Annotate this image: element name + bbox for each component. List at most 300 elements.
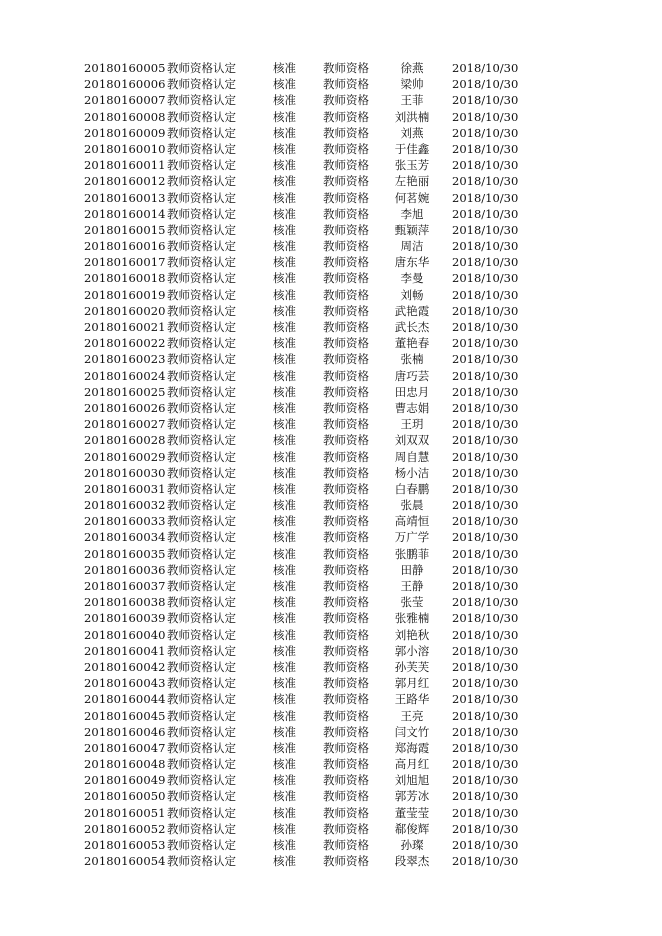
record-type-cell: 教师资格认定 xyxy=(167,303,236,318)
table-row xyxy=(0,772,662,788)
record-date-cell: 2018/10/30 xyxy=(452,158,519,173)
record-date-cell: 2018/10/30 xyxy=(452,530,519,545)
record-status-cell: 核准 xyxy=(273,125,296,140)
record-date-cell: 2018/10/30 xyxy=(452,708,519,723)
table-row xyxy=(0,335,662,351)
record-status-cell: 核准 xyxy=(273,481,296,496)
record-type-cell: 教师资格认定 xyxy=(167,125,236,140)
record-type-cell: 教师资格认定 xyxy=(167,449,236,464)
record-type-cell: 教师资格认定 xyxy=(167,239,236,254)
table-row xyxy=(0,368,662,384)
record-id-cell: 20180160010 xyxy=(84,141,166,156)
record-id-cell: 20180160006 xyxy=(84,77,166,92)
record-type-cell: 教师资格认定 xyxy=(167,805,236,820)
record-category-cell: 教师资格 xyxy=(323,854,369,869)
record-id-cell: 20180160040 xyxy=(84,627,166,642)
record-id-cell: 20180160005 xyxy=(84,61,166,75)
record-type-cell: 教师资格认定 xyxy=(167,676,236,691)
record-name-cell: 郭小溶 xyxy=(394,643,430,658)
record-id-cell: 20180160008 xyxy=(84,109,166,124)
record-id-cell: 20180160043 xyxy=(84,676,166,691)
record-category-cell: 教师资格 xyxy=(323,125,369,140)
table-row xyxy=(0,222,662,238)
table-row xyxy=(0,351,662,367)
record-id-cell: 20180160011 xyxy=(84,158,166,173)
record-status-cell: 核准 xyxy=(273,93,296,108)
record-date-cell: 2018/10/30 xyxy=(452,805,519,820)
record-type-cell: 教师资格认定 xyxy=(167,643,236,658)
record-category-cell: 教师资格 xyxy=(323,805,369,820)
record-date-cell: 2018/10/30 xyxy=(452,190,519,205)
record-category-cell: 教师资格 xyxy=(323,320,369,334)
record-type-cell: 教师资格认定 xyxy=(167,417,236,432)
record-category-cell: 教师资格 xyxy=(323,465,369,480)
record-type-cell: 教师资格认定 xyxy=(167,433,236,448)
record-name-cell: 董莹莹 xyxy=(394,805,430,820)
record-type-cell: 教师资格认定 xyxy=(167,287,236,302)
record-category-cell: 教师资格 xyxy=(323,579,369,593)
record-date-cell: 2018/10/30 xyxy=(452,465,519,480)
record-id-cell: 20180160035 xyxy=(84,546,166,561)
record-id-cell: 20180160013 xyxy=(84,190,166,205)
record-category-cell: 教师资格 xyxy=(323,433,369,448)
record-status-cell: 核准 xyxy=(273,595,296,610)
record-id-cell: 20180160027 xyxy=(84,417,166,432)
record-type-cell: 教师资格认定 xyxy=(167,141,236,156)
record-status-cell: 核准 xyxy=(273,303,296,318)
record-date-cell: 2018/10/30 xyxy=(452,336,519,351)
record-status-cell: 核准 xyxy=(273,465,296,480)
record-date-cell: 2018/10/30 xyxy=(452,481,519,496)
record-date-cell: 2018/10/30 xyxy=(452,838,519,852)
record-date-cell: 2018/10/30 xyxy=(452,579,519,593)
record-type-cell: 教师资格认定 xyxy=(167,740,236,755)
record-category-cell: 教师资格 xyxy=(323,239,369,254)
record-type-cell: 教师资格认定 xyxy=(167,579,236,593)
table-row xyxy=(0,141,662,157)
record-category-cell: 教师资格 xyxy=(323,708,369,723)
record-category-cell: 教师资格 xyxy=(323,449,369,464)
record-name-cell: 刘旭旭 xyxy=(394,773,430,788)
record-date-cell: 2018/10/30 xyxy=(452,449,519,464)
record-type-cell: 教师资格认定 xyxy=(167,61,236,75)
table-row xyxy=(0,853,662,869)
table-row xyxy=(0,513,662,529)
record-category-cell: 教师资格 xyxy=(323,611,369,626)
record-category-cell: 教师资格 xyxy=(323,595,369,610)
record-status-cell: 核准 xyxy=(273,206,296,221)
record-status-cell: 核准 xyxy=(273,417,296,432)
record-date-cell: 2018/10/30 xyxy=(452,287,519,302)
record-date-cell: 2018/10/30 xyxy=(452,141,519,156)
record-id-cell: 20180160014 xyxy=(84,206,166,221)
table-row xyxy=(0,400,662,416)
record-date-cell: 2018/10/30 xyxy=(452,692,519,707)
record-name-cell: 左艳丽 xyxy=(394,174,430,189)
table-row xyxy=(0,206,662,222)
record-status-cell: 核准 xyxy=(273,659,296,674)
record-date-cell: 2018/10/30 xyxy=(452,222,519,237)
record-status-cell: 核准 xyxy=(273,514,296,529)
record-id-cell: 20180160044 xyxy=(84,692,166,707)
record-name-cell: 刘洪楠 xyxy=(394,109,430,124)
table-row xyxy=(0,465,662,481)
record-id-cell: 20180160015 xyxy=(84,222,166,237)
record-status-cell: 核准 xyxy=(273,336,296,351)
record-status-cell: 核准 xyxy=(273,222,296,237)
records-table xyxy=(0,60,662,869)
record-id-cell: 20180160030 xyxy=(84,465,166,480)
record-status-cell: 核准 xyxy=(273,368,296,383)
record-type-cell: 教师资格认定 xyxy=(167,724,236,739)
record-id-cell: 20180160041 xyxy=(84,643,166,658)
record-category-cell: 教师资格 xyxy=(323,838,369,852)
record-date-cell: 2018/10/30 xyxy=(452,400,519,415)
table-row xyxy=(0,60,662,76)
record-status-cell: 核准 xyxy=(273,190,296,205)
record-id-cell: 20180160019 xyxy=(84,287,166,302)
table-row xyxy=(0,173,662,189)
record-name-cell: 杨小洁 xyxy=(394,465,430,480)
record-status-cell: 核准 xyxy=(273,271,296,286)
record-id-cell: 20180160045 xyxy=(84,708,166,723)
record-id-cell: 20180160017 xyxy=(84,255,166,270)
record-category-cell: 教师资格 xyxy=(323,643,369,658)
record-status-cell: 核准 xyxy=(273,449,296,464)
record-name-cell: 张鹏菲 xyxy=(394,546,430,561)
table-row xyxy=(0,691,662,707)
record-id-cell: 20180160046 xyxy=(84,724,166,739)
record-category-cell: 教师资格 xyxy=(323,417,369,432)
record-date-cell: 2018/10/30 xyxy=(452,854,519,869)
record-type-cell: 教师资格认定 xyxy=(167,854,236,869)
record-date-cell: 2018/10/30 xyxy=(452,255,519,270)
record-id-cell: 20180160032 xyxy=(84,498,166,513)
record-status-cell: 核准 xyxy=(273,805,296,820)
record-date-cell: 2018/10/30 xyxy=(452,271,519,286)
table-row xyxy=(0,270,662,286)
record-id-cell: 20180160016 xyxy=(84,239,166,254)
record-id-cell: 20180160007 xyxy=(84,93,166,108)
record-type-cell: 教师资格认定 xyxy=(167,77,236,92)
record-status-cell: 核准 xyxy=(273,708,296,723)
record-id-cell: 20180160052 xyxy=(84,821,166,836)
record-name-cell: 张楠 xyxy=(400,352,424,367)
record-name-cell: 武艳霞 xyxy=(394,303,430,318)
record-name-cell: 孙芙芙 xyxy=(394,659,430,674)
table-row xyxy=(0,287,662,303)
record-type-cell: 教师资格认定 xyxy=(167,190,236,205)
record-status-cell: 核准 xyxy=(273,174,296,189)
record-status-cell: 核准 xyxy=(273,352,296,367)
record-name-cell: 张玉芳 xyxy=(394,158,430,173)
record-type-cell: 教师资格认定 xyxy=(167,595,236,610)
record-date-cell: 2018/10/30 xyxy=(452,773,519,788)
record-status-cell: 核准 xyxy=(273,239,296,254)
record-category-cell: 教师资格 xyxy=(323,336,369,351)
record-category-cell: 教师资格 xyxy=(323,498,369,513)
record-date-cell: 2018/10/30 xyxy=(452,740,519,755)
record-id-cell: 20180160048 xyxy=(84,757,166,772)
table-row xyxy=(0,627,662,643)
record-id-cell: 20180160039 xyxy=(84,611,166,626)
table-row xyxy=(0,708,662,724)
record-type-cell: 教师资格认定 xyxy=(167,546,236,561)
record-id-cell: 20180160054 xyxy=(84,854,166,869)
record-name-cell: 刘燕 xyxy=(400,125,424,140)
record-type-cell: 教师资格认定 xyxy=(167,352,236,367)
record-type-cell: 教师资格认定 xyxy=(167,659,236,674)
record-date-cell: 2018/10/30 xyxy=(452,498,519,513)
record-name-cell: 郭芳冰 xyxy=(394,789,430,804)
record-category-cell: 教师资格 xyxy=(323,384,369,399)
record-category-cell: 教师资格 xyxy=(323,773,369,788)
record-date-cell: 2018/10/30 xyxy=(452,546,519,561)
record-date-cell: 2018/10/30 xyxy=(452,384,519,399)
record-date-cell: 2018/10/30 xyxy=(452,77,519,92)
record-name-cell: 白春鹏 xyxy=(394,481,430,496)
record-category-cell: 教师资格 xyxy=(323,821,369,836)
record-category-cell: 教师资格 xyxy=(323,141,369,156)
record-id-cell: 20180160023 xyxy=(84,352,166,367)
table-row xyxy=(0,254,662,270)
table-row xyxy=(0,432,662,448)
record-type-cell: 教师资格认定 xyxy=(167,773,236,788)
record-date-cell: 2018/10/30 xyxy=(452,109,519,124)
record-name-cell: 田静 xyxy=(400,562,424,577)
record-category-cell: 教师资格 xyxy=(323,222,369,237)
record-status-cell: 核准 xyxy=(273,854,296,869)
record-status-cell: 核准 xyxy=(273,400,296,415)
record-id-cell: 20180160053 xyxy=(84,838,166,852)
record-status-cell: 核准 xyxy=(273,562,296,577)
record-type-cell: 教师资格认定 xyxy=(167,611,236,626)
record-date-cell: 2018/10/30 xyxy=(452,676,519,691)
record-date-cell: 2018/10/30 xyxy=(452,239,519,254)
record-id-cell: 20180160033 xyxy=(84,514,166,529)
table-row xyxy=(0,125,662,141)
table-row xyxy=(0,594,662,610)
record-name-cell: 王亮 xyxy=(400,708,424,723)
record-name-cell: 高靖恒 xyxy=(394,514,430,529)
record-date-cell: 2018/10/30 xyxy=(452,93,519,108)
record-type-cell: 教师资格认定 xyxy=(167,692,236,707)
table-row xyxy=(0,76,662,92)
record-type-cell: 教师资格认定 xyxy=(167,757,236,772)
table-row xyxy=(0,546,662,562)
record-date-cell: 2018/10/30 xyxy=(452,303,519,318)
record-status-cell: 核准 xyxy=(273,692,296,707)
record-name-cell: 张晨 xyxy=(400,498,424,513)
table-row xyxy=(0,837,662,853)
record-name-cell: 刘艳秋 xyxy=(394,627,430,642)
record-status-cell: 核准 xyxy=(273,676,296,691)
table-row xyxy=(0,190,662,206)
record-name-cell: 王玥 xyxy=(400,417,424,432)
record-name-cell: 梁帅 xyxy=(400,77,424,92)
record-category-cell: 教师资格 xyxy=(323,287,369,302)
record-status-cell: 核准 xyxy=(273,61,296,75)
record-name-cell: 高月红 xyxy=(394,757,430,772)
record-category-cell: 教师资格 xyxy=(323,61,369,75)
record-name-cell: 王路华 xyxy=(394,692,430,707)
record-status-cell: 核准 xyxy=(273,757,296,772)
record-category-cell: 教师资格 xyxy=(323,676,369,691)
record-status-cell: 核准 xyxy=(273,789,296,804)
record-status-cell: 核准 xyxy=(273,141,296,156)
record-date-cell: 2018/10/30 xyxy=(452,61,519,75)
record-type-cell: 教师资格认定 xyxy=(167,271,236,286)
record-date-cell: 2018/10/30 xyxy=(452,789,519,804)
record-type-cell: 教师资格认定 xyxy=(167,465,236,480)
record-date-cell: 2018/10/30 xyxy=(452,611,519,626)
record-category-cell: 教师资格 xyxy=(323,481,369,496)
record-id-cell: 20180160049 xyxy=(84,773,166,788)
record-category-cell: 教师资格 xyxy=(323,740,369,755)
record-name-cell: 孙璨 xyxy=(400,838,424,852)
table-row xyxy=(0,562,662,578)
record-status-cell: 核准 xyxy=(273,546,296,561)
record-date-cell: 2018/10/30 xyxy=(452,368,519,383)
table-row xyxy=(0,756,662,772)
record-date-cell: 2018/10/30 xyxy=(452,174,519,189)
table-row xyxy=(0,157,662,173)
record-name-cell: 于佳鑫 xyxy=(394,141,430,156)
record-type-cell: 教师资格认定 xyxy=(167,562,236,577)
record-id-cell: 20180160026 xyxy=(84,400,166,415)
record-name-cell: 万广学 xyxy=(394,530,430,545)
record-type-cell: 教师资格认定 xyxy=(167,109,236,124)
record-category-cell: 教师资格 xyxy=(323,158,369,173)
record-type-cell: 教师资格认定 xyxy=(167,255,236,270)
record-id-cell: 20180160034 xyxy=(84,530,166,545)
record-category-cell: 教师资格 xyxy=(323,627,369,642)
record-name-cell: 唐巧芸 xyxy=(394,368,430,383)
table-row xyxy=(0,92,662,108)
record-status-cell: 核准 xyxy=(273,821,296,836)
record-type-cell: 教师资格认定 xyxy=(167,93,236,108)
record-category-cell: 教师资格 xyxy=(323,789,369,804)
record-status-cell: 核准 xyxy=(273,773,296,788)
record-name-cell: 李旭 xyxy=(400,206,424,221)
record-name-cell: 周自慧 xyxy=(394,449,430,464)
record-status-cell: 核准 xyxy=(273,498,296,513)
record-id-cell: 20180160050 xyxy=(84,789,166,804)
record-name-cell: 甄颖萍 xyxy=(394,222,430,237)
record-type-cell: 教师资格认定 xyxy=(167,206,236,221)
record-name-cell: 李曼 xyxy=(400,271,424,286)
record-date-cell: 2018/10/30 xyxy=(452,627,519,642)
record-type-cell: 教师资格认定 xyxy=(167,498,236,513)
record-id-cell: 20180160042 xyxy=(84,659,166,674)
table-row xyxy=(0,319,662,335)
table-row xyxy=(0,449,662,465)
record-type-cell: 教师资格认定 xyxy=(167,708,236,723)
record-status-cell: 核准 xyxy=(273,158,296,173)
record-id-cell: 20180160025 xyxy=(84,384,166,399)
record-name-cell: 刘双双 xyxy=(394,433,430,448)
record-name-cell: 刘畅 xyxy=(400,287,424,302)
table-row xyxy=(0,481,662,497)
record-type-cell: 教师资格认定 xyxy=(167,400,236,415)
record-status-cell: 核准 xyxy=(273,740,296,755)
record-category-cell: 教师资格 xyxy=(323,109,369,124)
record-name-cell: 唐东华 xyxy=(394,255,430,270)
record-type-cell: 教师资格认定 xyxy=(167,821,236,836)
record-type-cell: 教师资格认定 xyxy=(167,514,236,529)
record-name-cell: 田忠月 xyxy=(394,384,430,399)
record-status-cell: 核准 xyxy=(273,611,296,626)
record-date-cell: 2018/10/30 xyxy=(452,659,519,674)
record-status-cell: 核准 xyxy=(273,384,296,399)
record-id-cell: 20180160029 xyxy=(84,449,166,464)
record-category-cell: 教师资格 xyxy=(323,352,369,367)
record-id-cell: 20180160038 xyxy=(84,595,166,610)
record-category-cell: 教师资格 xyxy=(323,546,369,561)
record-id-cell: 20180160036 xyxy=(84,562,166,577)
record-category-cell: 教师资格 xyxy=(323,659,369,674)
table-row xyxy=(0,724,662,740)
record-date-cell: 2018/10/30 xyxy=(452,757,519,772)
record-date-cell: 2018/10/30 xyxy=(452,724,519,739)
table-row xyxy=(0,238,662,254)
record-name-cell: 郑海霞 xyxy=(394,740,430,755)
table-row xyxy=(0,643,662,659)
record-type-cell: 教师资格认定 xyxy=(167,481,236,496)
record-status-cell: 核准 xyxy=(273,320,296,334)
table-row xyxy=(0,805,662,821)
record-id-cell: 20180160018 xyxy=(84,271,166,286)
record-date-cell: 2018/10/30 xyxy=(452,562,519,577)
record-name-cell: 王静 xyxy=(400,579,424,593)
record-name-cell: 武长杰 xyxy=(394,320,430,334)
record-id-cell: 20180160012 xyxy=(84,174,166,189)
table-row xyxy=(0,821,662,837)
record-name-cell: 王菲 xyxy=(400,93,424,108)
record-type-cell: 教师资格认定 xyxy=(167,222,236,237)
record-name-cell: 张莹 xyxy=(400,595,424,610)
record-category-cell: 教师资格 xyxy=(323,562,369,577)
record-name-cell: 郭月红 xyxy=(394,676,430,691)
record-name-cell: 张雅楠 xyxy=(394,611,430,626)
record-category-cell: 教师资格 xyxy=(323,692,369,707)
record-date-cell: 2018/10/30 xyxy=(452,206,519,221)
record-status-cell: 核准 xyxy=(273,724,296,739)
record-category-cell: 教师资格 xyxy=(323,77,369,92)
record-date-cell: 2018/10/30 xyxy=(452,320,519,334)
record-category-cell: 教师资格 xyxy=(323,271,369,286)
record-type-cell: 教师资格认定 xyxy=(167,320,236,334)
record-type-cell: 教师资格认定 xyxy=(167,174,236,189)
record-date-cell: 2018/10/30 xyxy=(452,821,519,836)
record-id-cell: 20180160051 xyxy=(84,805,166,820)
table-row xyxy=(0,740,662,756)
table-row xyxy=(0,675,662,691)
record-date-cell: 2018/10/30 xyxy=(452,125,519,140)
record-status-cell: 核准 xyxy=(273,627,296,642)
record-type-cell: 教师资格认定 xyxy=(167,368,236,383)
record-date-cell: 2018/10/30 xyxy=(452,352,519,367)
record-status-cell: 核准 xyxy=(273,838,296,852)
record-name-cell: 徐燕 xyxy=(400,61,424,75)
record-id-cell: 20180160028 xyxy=(84,433,166,448)
record-category-cell: 教师资格 xyxy=(323,190,369,205)
table-row xyxy=(0,659,662,675)
record-id-cell: 20180160022 xyxy=(84,336,166,351)
table-row xyxy=(0,610,662,626)
record-type-cell: 教师资格认定 xyxy=(167,384,236,399)
record-category-cell: 教师资格 xyxy=(323,255,369,270)
